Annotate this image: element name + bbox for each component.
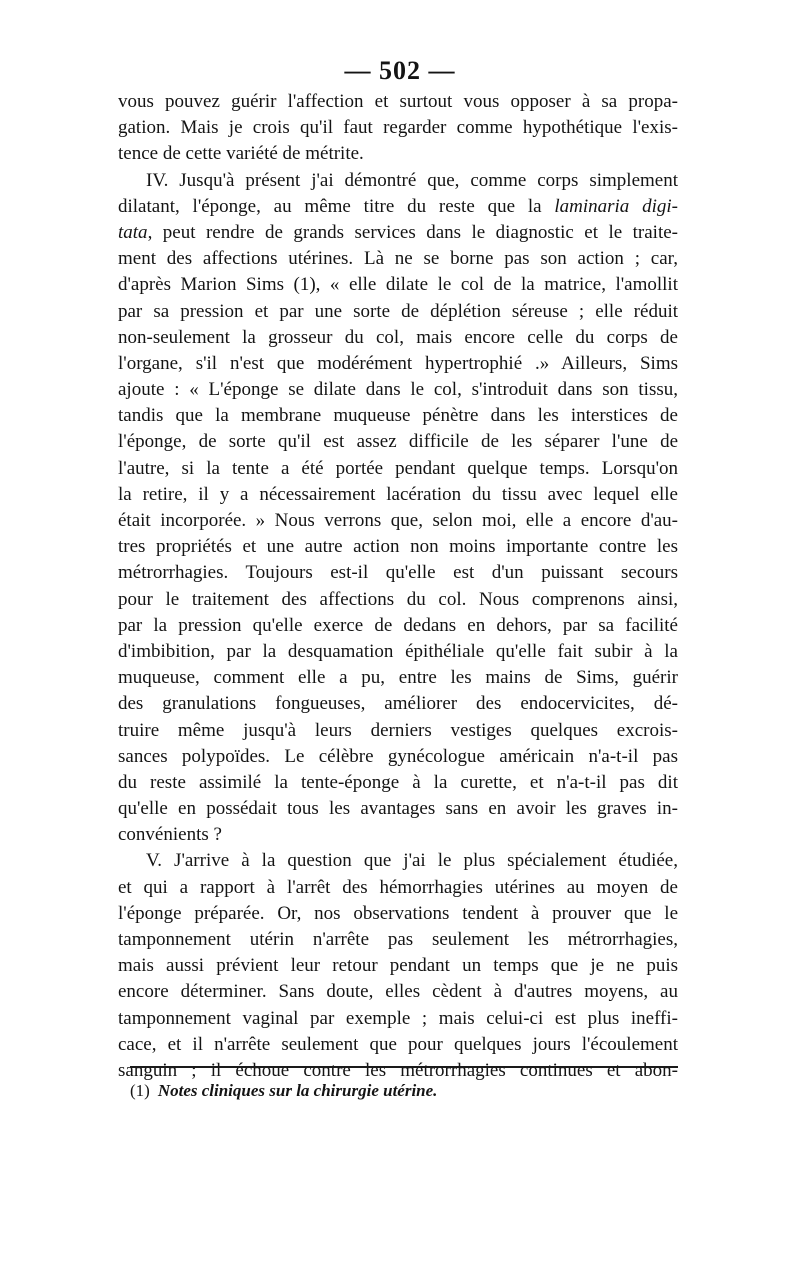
text-line: l'éponge préparée. Or, nos observations tendent à prouver que le: [118, 902, 678, 924]
footnote-text: Notes cliniques sur la chirurgie utérine.: [157, 1081, 438, 1100]
text-line: sanguin ; il échoue contre les métrorrhagies continues et abon-: [118, 1059, 678, 1081]
text-line: pour le traitement des affections du col. Nous comprenons ainsi,: [118, 588, 678, 610]
text-line: était incorporée. » Nous verrons que, selon moi, elle a encore d'au-: [118, 510, 678, 531]
text-line: la retire, il y a nécessairement lacération du tissu avec lequel elle: [118, 483, 678, 505]
text-line: muqueuse, comment elle a pu, entre les mains de Sims, guérir: [118, 667, 678, 689]
text-line: qu'elle en possédait tous les avantages sans en avoir les graves in-: [118, 798, 678, 820]
text-line: truire même jusqu'à leurs derniers vestiges quelques excrois-: [118, 719, 678, 741]
text-line: tamponnement utérin n'arrête pas seulement les métrorrhagies,: [118, 929, 678, 950]
text-line: et qui a rapport à l'arrêt des hémorrhagies utérines au moyen de: [118, 876, 678, 898]
text-line: du reste assimilé la tente-éponge à la curette, et n'a-t-il pas dit: [118, 771, 678, 793]
text-line: d'après Marion Sims (1), « elle dilate le col de la matrice, l'amollit: [118, 274, 678, 296]
text-line: non-seulement la grosseur du col, mais encore celle du corps de: [118, 326, 678, 348]
text-line: d'imbibition, par la desquamation épithéliale qu'elle fait subir à la: [118, 640, 678, 662]
text-line: l'autre, si la tente a été portée pendant quelque temps. Lorsqu'on: [118, 457, 678, 479]
text-line: tence de cette variété de métrite.: [118, 143, 364, 165]
body-text: [118, 89, 678, 1084]
text-line: mais aussi prévient leur retour pendant un temps que je ne puis: [118, 955, 678, 977]
text-line: sances polypoïdes. Le célèbre gynécologue américain n'a-t-il pas: [118, 745, 678, 767]
text-line: IV. Jusqu'à présent j'ai démontré que, comme corps simplement: [146, 169, 678, 191]
text-line: des granulations fongueuses, améliorer des endocervicites, dé-: [118, 693, 678, 715]
text-line: vous pouvez guérir l'affection et surtout vous opposer à sa propa-: [118, 91, 678, 112]
text-line: tres propriétés et une autre action non moins importante contre les: [118, 536, 678, 558]
text-line: l'organe, s'il n'est que modérément hypertrophié .» Ailleurs, Sims: [118, 352, 678, 374]
text-line: par sa pression et par une sorte de déplétion séreuse ; elle réduit: [118, 300, 678, 322]
page-number: — 502 —: [344, 56, 456, 85]
text-line: ajoute : « L'éponge se dilate dans le col, s'introduit dans son tissu,: [118, 379, 678, 401]
text-line: par la pression qu'elle exerce de dedans en dehors, par sa facilité: [118, 614, 678, 636]
latin-term: tata: [118, 221, 148, 243]
text-line: dilatant, l'éponge, au même titre du reste que la laminaria digi-: [118, 195, 678, 217]
latin-term: laminaria digi-: [554, 195, 678, 217]
text-line: convénients ?: [118, 824, 222, 846]
text-line: tata, peut rendre de grands services dans le diagnostic et le traite-: [118, 221, 678, 243]
text-line: tamponnement vaginal par exemple ; mais celui-ci est plus ineffi-: [118, 1007, 678, 1029]
text-line: encore déterminer. Sans doute, elles cèdent à d'autres moyens, au: [118, 981, 678, 1003]
text-line: l'éponge, de sorte qu'il est assez difficile de les séparer l'une de: [118, 431, 678, 453]
footnote-divider: [130, 1066, 678, 1068]
text-line: métrorrhagies. Toujours est-il qu'elle est d'un puissant secours: [118, 562, 678, 584]
text-line: cace, et il n'arrête seulement que pour quelques jours l'écoulement: [118, 1033, 678, 1055]
footnote-marker: (1): [130, 1081, 150, 1100]
text-line: V. J'arrive à la question que j'ai le plus spécialement étudiée,: [146, 850, 678, 872]
text-line: tandis que la membrane muqueuse pénètre dans les interstices de: [118, 405, 678, 427]
footnote: [130, 1079, 678, 1103]
text-line: gation. Mais je crois qu'il faut regarder comme hypothétique l'exis-: [118, 117, 678, 139]
text-line: ment des affections utérines. Là ne se borne pas son action ; car,: [118, 248, 678, 270]
